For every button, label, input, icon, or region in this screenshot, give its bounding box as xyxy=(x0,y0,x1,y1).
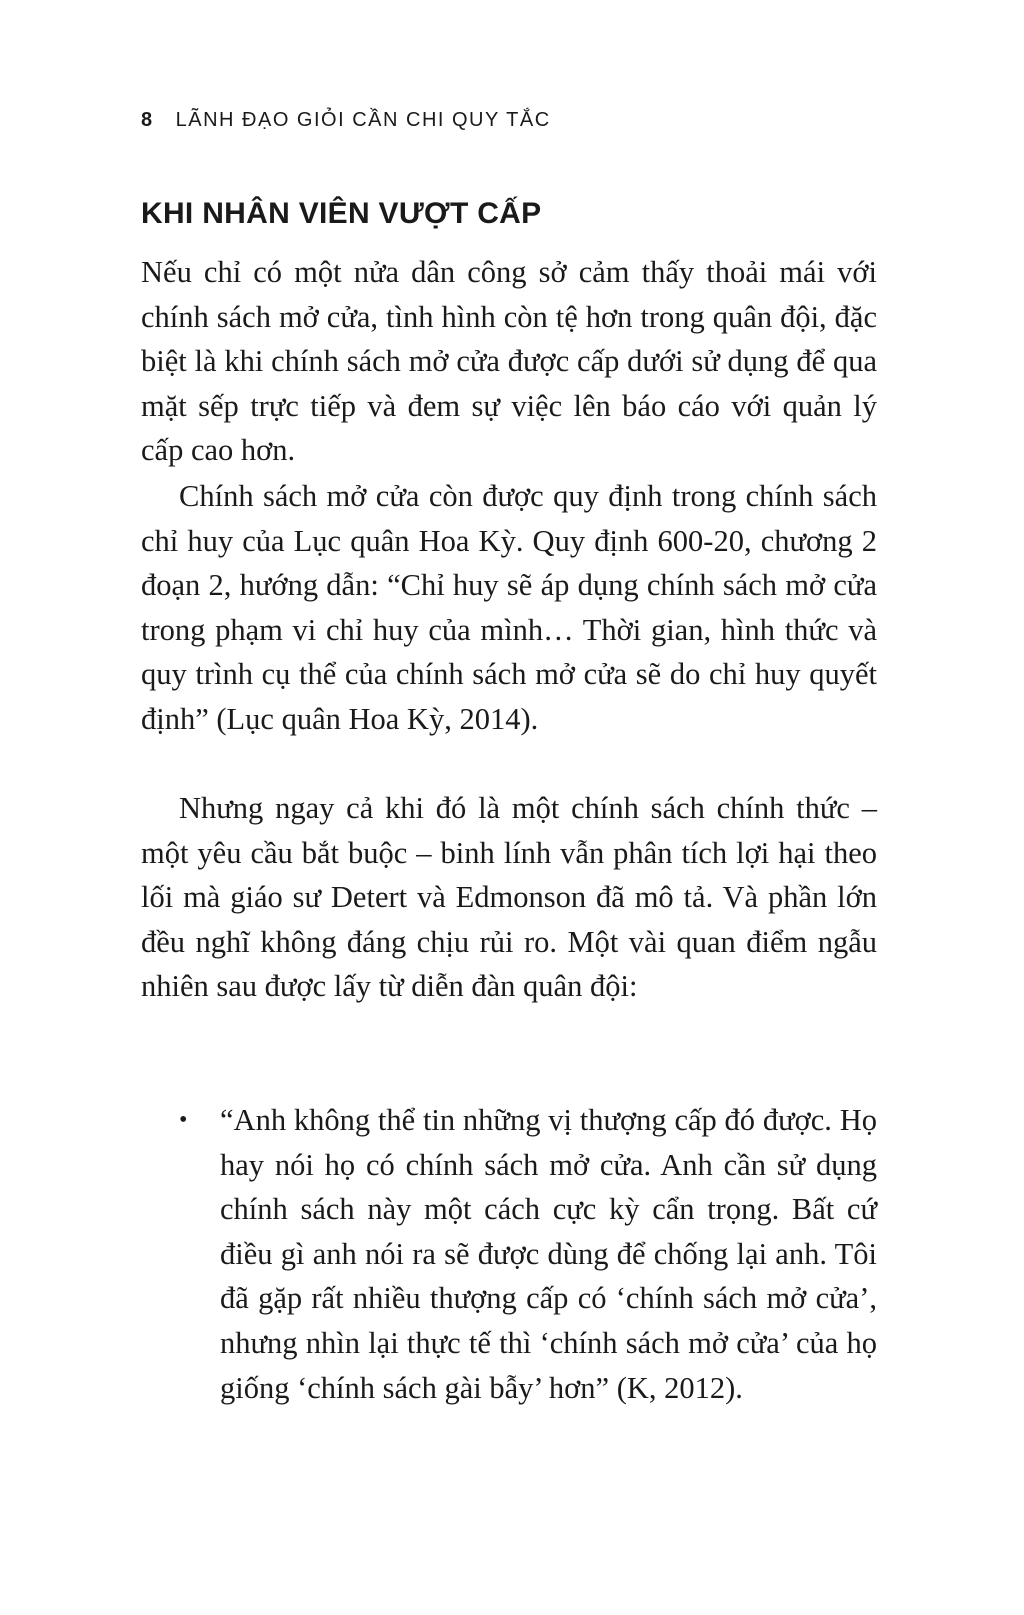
page-number: 8 xyxy=(141,109,154,131)
body-paragraph-3: Nhưng ngay cả khi đó là một chính sách chính thức – một yêu cầu bắt buộc – binh lính vẫn phân tích lợi hại theo lối mà giáo sư Detert và Edmonson đã mô tả. Và phần lớn đều nghĩ không đáng chịu rủi ro. Một vài quan điểm ngẫu nhiên sau được lấy từ diễn đàn quân đội: xyxy=(141,791,877,1004)
running-header xyxy=(141,108,551,132)
body-paragraph-1: Nếu chỉ có một nửa dân công sở cảm thấy thoải mái với chính sách mở cửa, tình hình còn tệ hơn trong quân đội, đặc biệt là khi chính sách mở cửa được cấp dưới sử dụng để qua mặt sếp trực tiếp và đem sự việc lên báo cáo với quản lý cấp cao hơn. xyxy=(141,255,877,468)
bullet-icon: • xyxy=(179,1107,188,1133)
section-heading: KHI NHÂN VIÊN VƯỢT CẤP xyxy=(141,197,542,230)
body-paragraph-2: Chính sách mở cửa còn được quy định trong chính sách chỉ huy của Lục quân Hoa Kỳ. Quy định 600-20, chương 2 đoạn 2, hướng dẫn: “Chỉ huy sẽ áp dụng chính sách mở cửa trong phạm vi chỉ huy của mình… Thời gian, hình thức và quy trình cụ thể của chính sách mở cửa sẽ do chỉ huy quyết định” (Lục quân Hoa Kỳ, 2014). xyxy=(141,479,877,736)
running-title: LÃNH ĐẠO GIỎI CẦN CHI QUY TẮC xyxy=(175,109,551,131)
quote-list xyxy=(141,1098,877,1410)
quote-text: “Anh không thể tin những vị thượng cấp đó được. Họ hay nói họ có chính sách mở cửa. Anh cần sử dụng chính sách này một cách cực kỳ cẩn trọng. Bất cứ điều gì anh nói ra sẽ được dùng để chống lại anh. Tôi đã gặp rất nhiều thượng cấp có ‘chính sách mở cửa’, nhưng nhìn lại thực tế thì ‘chính sách mở cửa’ của họ giống ‘chính sách gài bẫy’ hơn” (K, 2012). xyxy=(220,1103,877,1405)
quote-list-item xyxy=(141,1098,877,1410)
